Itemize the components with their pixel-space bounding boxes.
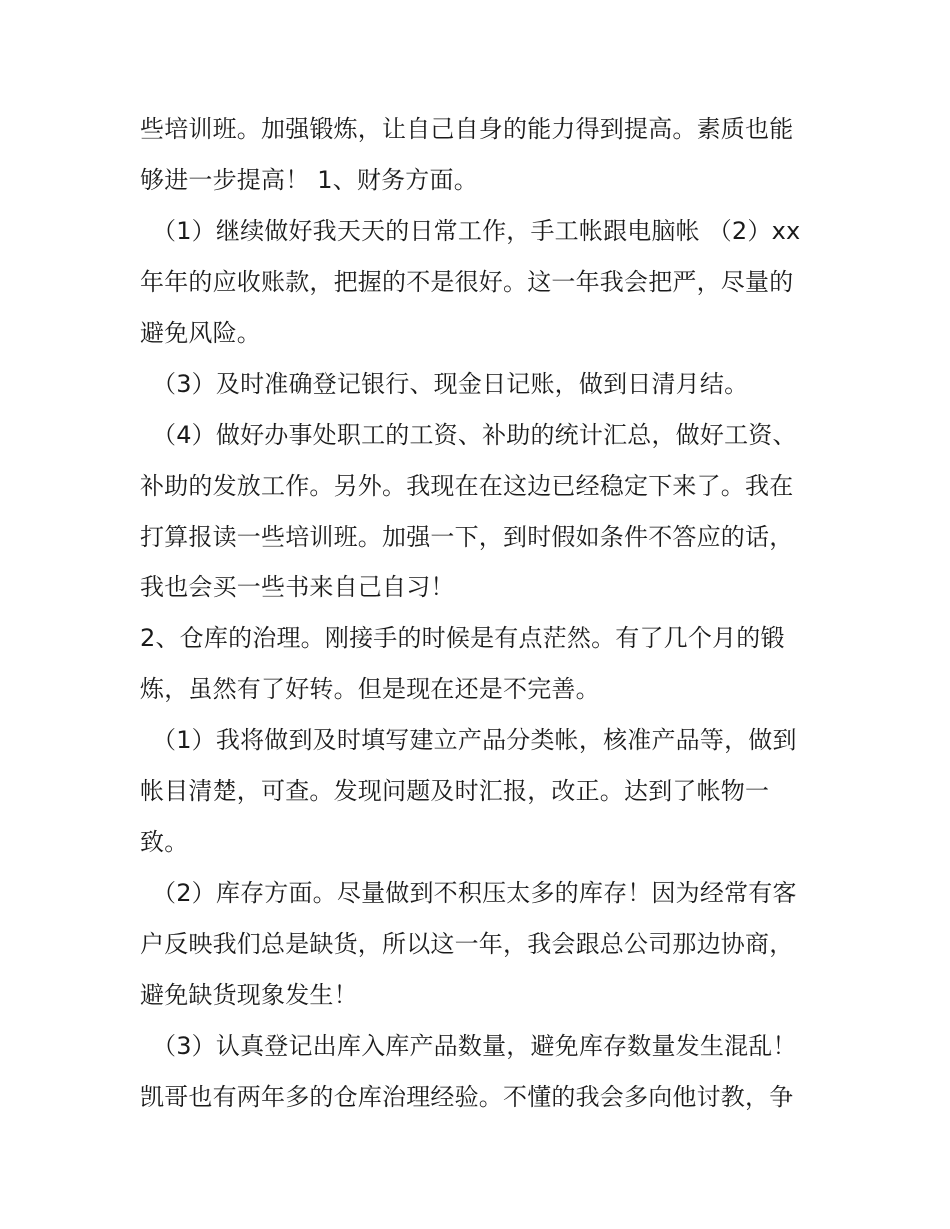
text-line: （4）做好办事处职工的工资、补助的统计汇总，做好工资、 [152,421,797,449]
text-line: 些培训班。加强锻炼，让自己自身的能力得到提高。素质也能 [140,115,794,143]
text-line: 避免缺货现象发生！ [140,981,358,1009]
text-line: 致。 [140,828,189,856]
text-line: 凯哥也有两年多的仓库治理经验。不懂的我会多向他讨教，争 [140,1083,794,1111]
text-line: （1）我将做到及时填写建立产品分类帐，核准产品等，做到 [152,726,797,754]
text-line: 补助的发放工作。另外。我现在在这边已经稳定下来了。我在 [140,472,794,500]
text-line: （1）继续做好我天天的日常工作，手工帐跟电脑帐 （2）xx [152,217,801,245]
text-line: 够进一步提高！ 1、财务方面。 [140,166,478,194]
text-line: 我也会买一些书来自己自习！ [140,573,455,601]
text-line: （3）认真登记出库入库产品数量，避免库存数量发生混乱！ [152,1032,797,1060]
text-line: （2）库存方面。尽量做到不积压太多的库存！因为经常有客 [152,879,797,907]
text-line: （3）及时准确登记银行、现金日记账，做到日清月结。 [152,370,749,398]
text-line: 户反映我们总是缺货，所以这一年，我会跟总公司那边协商， [140,930,794,958]
text-line: 2、仓库的治理。刚接手的时候是有点茫然。有了几个月的锻 [140,624,785,652]
text-line: 避免风险。 [140,319,261,347]
text-line: 年年的应收账款，把握的不是很好。这一年我会把严，尽量的 [140,268,794,296]
text-line: 炼，虽然有了好转。但是现在还是不完善。 [140,675,600,703]
text-line: 帐目清楚，可查。发现问题及时汇报，改正。达到了帐物一 [140,777,770,805]
text-line: 打算报读一些培训班。加强一下，到时假如条件不答应的话， [140,523,794,551]
